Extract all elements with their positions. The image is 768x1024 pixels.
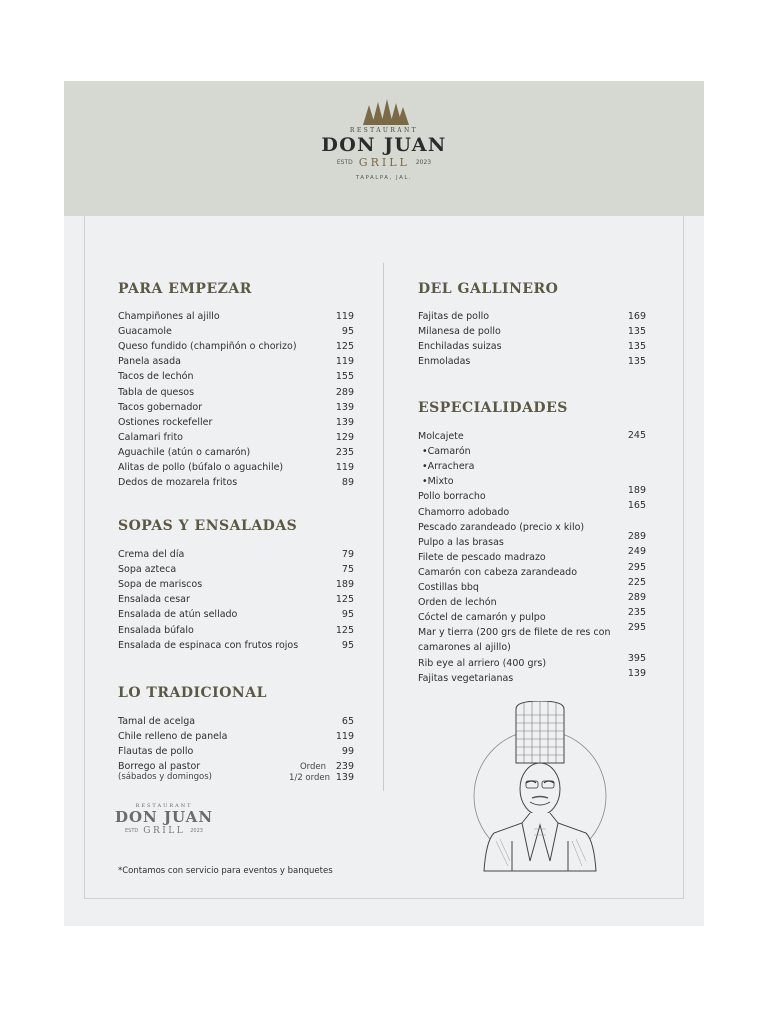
footer-logo-year: 2023 [190,828,203,834]
menu-item-name: Flautas de pollo [118,746,194,758]
menu-item-price: 125 [335,624,354,636]
menu-item-option: •Mixto [422,476,454,488]
menu-item-name: Costillas bbq [418,582,479,593]
footer-logo-estd: ESTD [125,828,139,834]
menu-item-price: 125 [335,341,354,353]
menu-item-price: 289 [627,531,646,542]
restaurant-logo [304,99,464,209]
menu-item-price: 225 [627,577,646,588]
menu-item-name: Fajitas vegetarianas [418,672,514,684]
section-title-lo-tradicional: LO TRADICIONAL [118,685,267,701]
menu-item-name: Calamari frito [118,431,183,443]
menu-item-price: 95 [341,326,354,338]
menu-item-price: 95 [341,639,354,651]
section-title-para-empezar: PARA EMPEZAR [118,281,252,297]
menu-item-price: 135 [627,356,646,368]
menu-item-name: Alitas de pollo (búfalo o aguachile) [118,462,284,473]
menu-item-name: Champiñones al ajillo [118,311,220,322]
menu-item-name: Rib eye al arriero (400 grs) [418,657,547,669]
menu-item-name: Camarón con cabeza zarandeado [418,566,577,578]
menu-item-name: Cóctel de camarón y pulpo [418,612,546,624]
menu-item-price: 289 [627,592,646,603]
menu-item-price: 155 [335,371,354,383]
section-title-sopas-ensaladas: SOPAS Y ENSALADAS [118,518,298,534]
menu-item-price: 395 [627,653,646,664]
menu-item-price: 135 [627,326,646,338]
menu-item-price: 139 [335,772,354,784]
menu-item-name: Sopa azteca [118,564,177,576]
section-title-especialidades: ESPECIALIDADES [418,400,568,416]
menu-item-price: 119 [335,311,354,322]
menu-item-name: Pescado zarandeado (precio x kilo) [418,521,585,533]
menu-item-price: 129 [335,431,354,443]
menu-item-name: Pulpo a las brasas [418,536,504,548]
menu-item-name: Pollo borracho [418,491,486,503]
menu-item-name: Ensalada de espinaca con frutos rojos [118,639,299,651]
menu-item-name: Tabla de quesos [118,386,195,398]
section-title-del-gallinero: DEL GALLINERO [418,281,559,297]
menu-item-price: 79 [341,549,354,560]
menu-item-price: 169 [627,311,646,322]
menu-item-name: Molcajete [418,431,464,442]
menu-item-price: 249 [627,546,646,557]
menu-item-price: 295 [627,622,646,633]
menu-item-name: Orden de lechón [418,597,497,609]
menu-item-name: Tacos gobernador [118,401,203,413]
price-label-half: 1/2 orden [289,773,330,784]
menu-item-price: 75 [341,564,354,576]
events-note: *Contamos con servicio para eventos y banquetes [118,866,333,876]
menu-item-name: Filete de pescado madrazo [418,551,546,563]
menu-item-price: 189 [335,579,354,591]
logo-grill-line [304,156,464,169]
menu-item-price: 295 [627,562,646,573]
menu-item-price: 135 [627,341,646,353]
footer-logo-name: DON JUAN [114,808,214,826]
menu-item-name: Ostiones rockefeller [118,416,213,428]
menu-item-name: Chile relleno de panela [118,731,228,743]
menu-item-name: camarones al ajillo) [418,642,511,654]
menu-item-name: Dedos de mozarela fritos [118,477,238,489]
logo-name: DON JUAN [321,134,447,156]
menu-item-price: 65 [341,716,354,727]
footer-logo-grill: GRILL [143,826,186,836]
menu-item-option: •Camarón [422,446,471,458]
menu-item-name: Mar y tierra (200 grs de filete de res con [418,627,611,639]
chef-illustration-icon [472,701,608,876]
menu-item-name: Sopa de mariscos [118,579,203,591]
logo-year: 2023 [415,159,432,166]
menu-page [64,81,704,926]
menu-item-price: 119 [335,356,354,368]
menu-item-note: (sábados y domingos) [118,772,212,783]
menu-header [64,81,704,216]
footer-logo [114,803,214,836]
menu-item-name: Ensalada cesar [118,594,190,606]
menu-item-price: 139 [627,668,646,679]
menu-item-name: Ensalada de atún sellado [118,609,238,621]
logo-estd: ESTD [336,159,353,166]
menu-item-price: 139 [335,401,354,413]
menu-item-name: Ensalada búfalo [118,624,194,636]
menu-item-name: Crema del día [118,549,185,560]
menu-item-name: Milanesa de pollo [418,326,501,338]
menu-item-name: Enchiladas suizas [418,341,502,353]
menu-item-price: 95 [341,609,354,621]
menu-item-option: •Arrachera [422,461,475,473]
menu-item-price: 165 [627,500,646,511]
menu-item-name: Fajitas de pollo [418,311,490,322]
menu-item-price: 99 [341,746,354,758]
menu-item-price: 235 [627,607,646,618]
pine-trees-icon [359,99,409,125]
menu-item-name: Tacos de lechón [118,371,194,383]
menu-item-price: 245 [627,430,646,441]
menu-item-price: 289 [335,386,354,398]
menu-item-name: Guacamole [118,326,172,338]
menu-item-price: 239 [335,761,354,773]
footer-logo-restaurant: RESTAURANT [135,803,193,809]
menu-item-name: Queso fundido (champiñón o chorizo) [118,341,297,353]
menu-item-price: 119 [335,462,354,473]
logo-restaurant-text: RESTAURANT [349,127,419,134]
menu-item-name: Enmoladas [418,356,471,368]
menu-item-price: 235 [335,446,354,458]
menu-item-price: 189 [627,485,646,496]
menu-item-name: Borrego al pastor [118,761,201,773]
menu-item-price: 125 [335,594,354,606]
logo-location: TAPALPA, JAL. [355,175,413,181]
price-label-orden: Orden [299,762,326,773]
menu-item-price: 119 [335,731,354,743]
footer-logo-grill-line [114,826,214,836]
menu-item-name: Aguachile (atún o camarón) [118,446,251,458]
column-divider [383,263,384,791]
menu-item-name: Panela asada [118,356,181,368]
menu-item-price: 89 [341,477,354,489]
menu-item-name: Chamorro adobado [418,506,510,518]
menu-item-price: 139 [335,416,354,428]
logo-grill: GRILL [358,156,410,169]
menu-item-name: Tamal de acelga [118,716,196,727]
